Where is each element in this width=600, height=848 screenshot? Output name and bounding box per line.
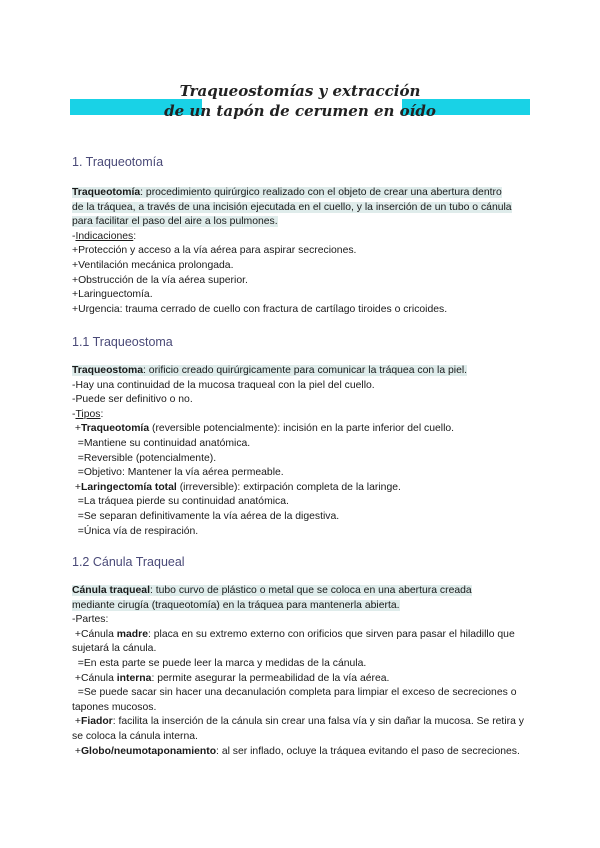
section-canula-body (72, 584, 530, 759)
title-line-2: de un tapón de cerumen en oído (164, 102, 436, 120)
colon: : (100, 408, 104, 420)
prefix: + (72, 716, 81, 728)
tipo-traqueotomia (72, 422, 530, 437)
prefix: +Cánula (72, 628, 117, 640)
parte-text: : al ser inflado, ocluye la tráquea evitando el paso de secreciones. (216, 745, 520, 757)
text-line: -Puede ser definitivo o no. (72, 394, 193, 406)
tipos-label-line (72, 408, 530, 423)
indication-item: +Urgencia: trauma cerrado de cuello con fractura de cartílago tiroides o cricoides. (72, 303, 448, 315)
definition-traqueotomia (72, 186, 512, 230)
indications-label: Indicaciones (75, 230, 134, 242)
sub-item: =Se separan definitivamente la vía aérea de la digestiva. (72, 510, 340, 522)
sub-item: =Reversible (potencialmente). (72, 452, 217, 464)
sub-item: =Mantiene su continuidad anatómica. (72, 437, 251, 449)
document-title (70, 82, 530, 126)
plus: + (72, 481, 81, 493)
heading-traqueostoma: 1.1 Traqueostoma (72, 335, 173, 349)
parte-globo (72, 745, 530, 760)
sub-item: =La tráquea pierde su continuidad anatómica. (72, 496, 289, 508)
colon: : (133, 230, 137, 242)
section-traqueostoma-body (72, 364, 530, 539)
plus: + (72, 423, 81, 435)
dash: - (72, 408, 76, 420)
indication-item: +Ventilación mecánica prolongada. (72, 259, 234, 271)
tipos-label: Tipos (75, 408, 101, 420)
term-traqueotomia: Traqueotomía (72, 187, 141, 198)
parte-text: : facilita la inserción de la cánula sin crear una falsa vía y sin dañar la mucosa. Se retira y se coloca la cánula interna. (72, 716, 527, 742)
text-line: -Hay una continuidad de la mucosa traqueal con la piel del cuello. (72, 379, 375, 391)
sub-item: =En esta parte se puede leer la marca y medidas de la cánula. (72, 657, 367, 669)
dash: - (72, 230, 76, 242)
sub-item: =Única vía de respiración. (72, 525, 199, 537)
title-line-1: Traqueostomías y extracción (179, 82, 421, 100)
term-traqueotomia: Traqueotomía (80, 423, 150, 435)
parte-interna (72, 672, 530, 687)
tipo-text: (reversible potencialmente): incisión en la parte inferior del cuello. (149, 423, 455, 435)
heading-traqueotomia: 1. Traqueotomía (72, 155, 164, 169)
term-interna: interna (116, 672, 152, 684)
term-globo: Globo/neumotaponamiento (80, 745, 217, 757)
definition-canula (72, 584, 512, 613)
parte-madre (72, 628, 530, 657)
definition-text: : tubo curvo de plástico o metal que se coloca en una abertura creada mediante cirugía (traqueotomía) en la tráquea para mantenerla abierta. (72, 585, 472, 611)
sub-item: =Se puede sacar sin hacer una decanulación completa para limpiar el exceso de secreciones o tapones mucosos. (72, 687, 520, 713)
term-fiador: Fiador (80, 716, 113, 728)
parte-fiador (72, 715, 530, 744)
definition-text: : orificio creado quirúrgicamente para comunicar la tráquea con la piel. (143, 365, 468, 376)
section-traqueotomia-body (72, 186, 530, 317)
indications-label-line (72, 230, 530, 245)
definition-text: : procedimiento quirúrgico realizado con el objeto de crear una abertura dentro de la tráquea, a través de una incisión ejecutada en el cuello, y la inserción de un tubo o cánula para facilitar el paso del aire a los pulmones. (72, 187, 512, 228)
indication-item: +Protección y acceso a la vía aérea para aspirar secreciones. (72, 245, 357, 257)
term-madre: madre (116, 628, 148, 640)
heading-canula-traqueal: 1.2 Cánula Traqueal (72, 555, 185, 569)
parte-text: : permite asegurar la permeabilidad de la vía aérea. (151, 672, 390, 684)
tipo-text: (irreversible): extirpación completa de la laringe. (176, 481, 401, 493)
term-traqueostoma: Traqueostoma (72, 365, 144, 376)
parte-text: : placa en su extremo externo con orificios que sirven para pasar el hiladillo que sujetará la cánula. (72, 628, 518, 655)
indication-item: +Laringuectomía. (72, 289, 153, 301)
partes-label: -Partes: (72, 614, 109, 626)
prefix: + (72, 745, 81, 757)
term-laringectomia: Laringectomía total (80, 481, 177, 493)
sub-item: =Objetivo: Mantener la vía aérea permeable. (72, 467, 284, 479)
indication-item: +Obstrucción de la vía aérea superior. (72, 274, 248, 286)
term-canula-traqueal: Cánula traqueal (72, 585, 150, 596)
prefix: +Cánula (72, 672, 117, 684)
definition-traqueostoma (72, 364, 530, 379)
tipo-laringectomia (72, 481, 530, 496)
